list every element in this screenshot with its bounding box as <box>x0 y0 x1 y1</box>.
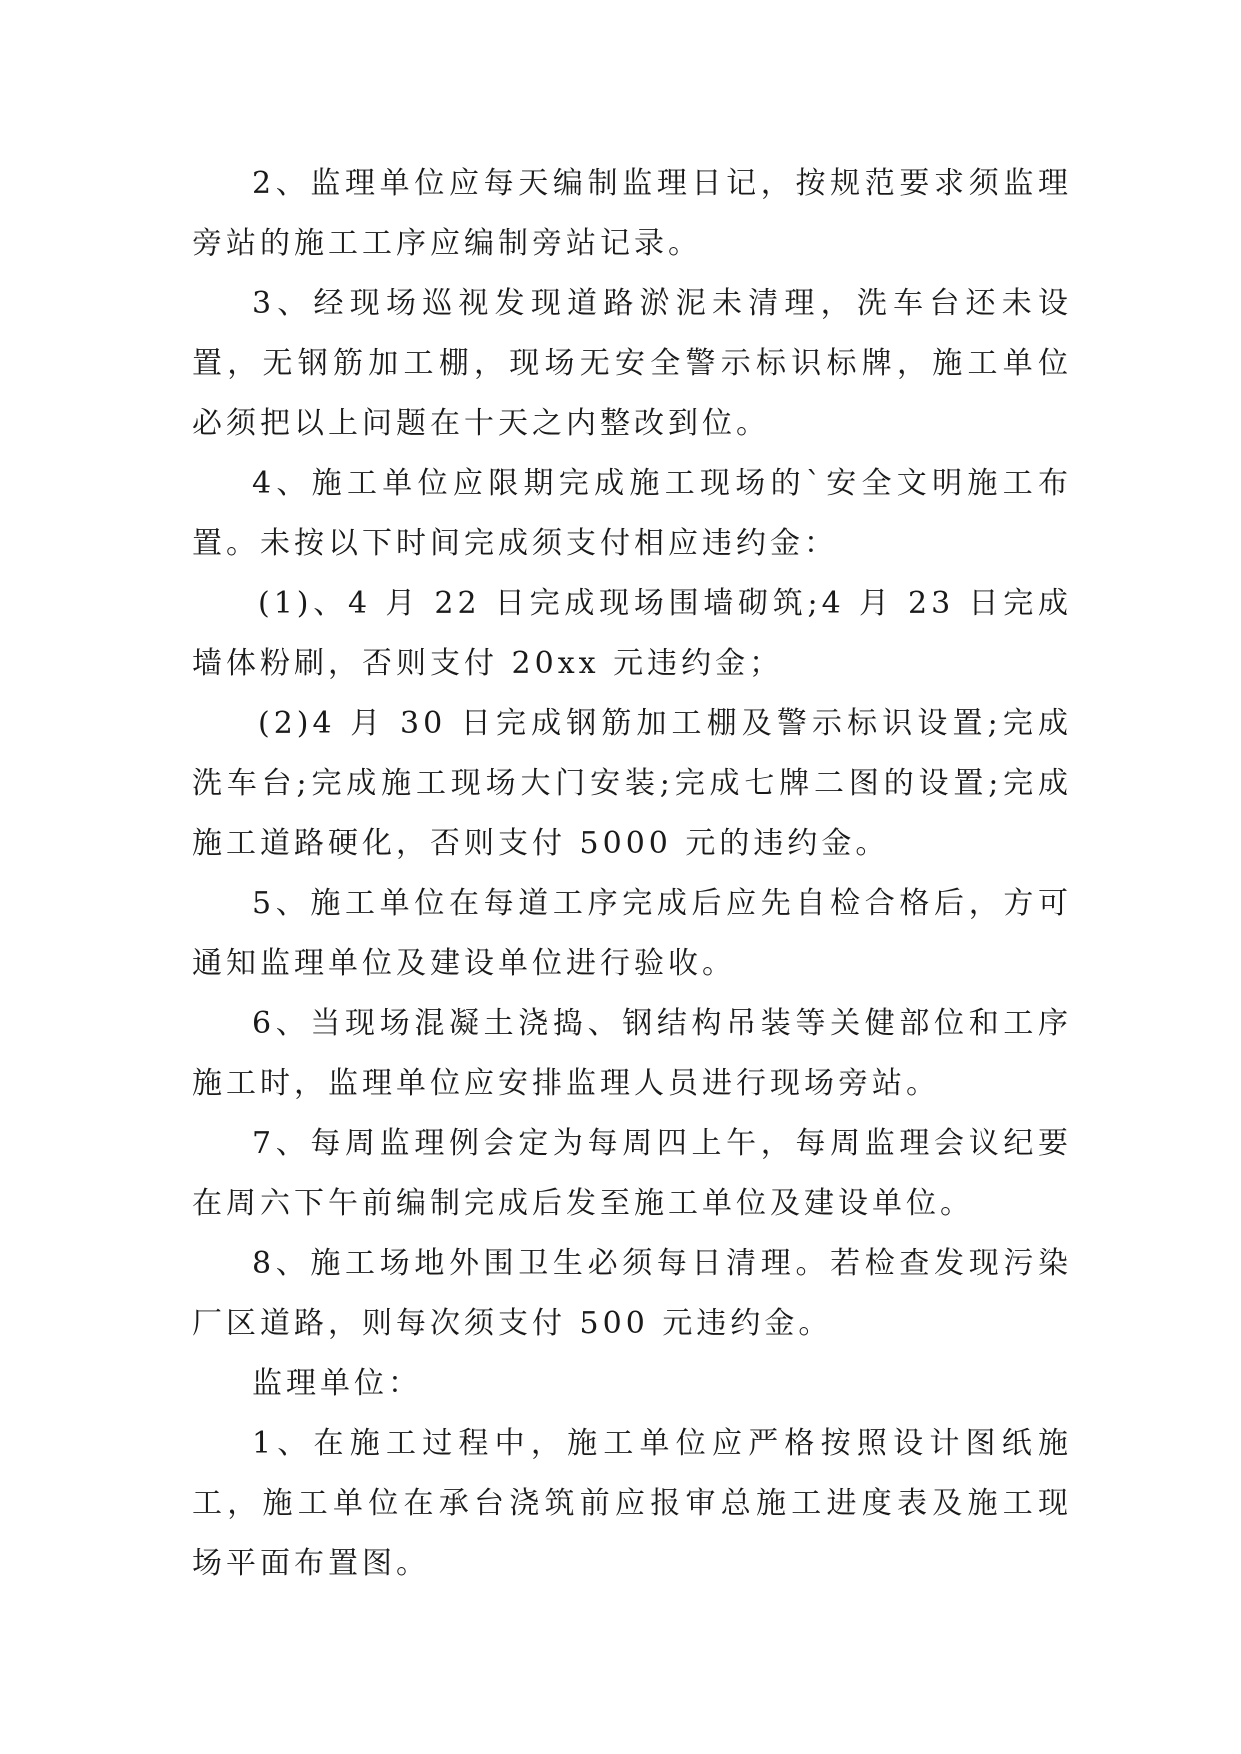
paragraph-subitem-1: (1)、4 月 22 日完成现场围墙砌筑;4 月 23 日完成墙体粉刷，否则支付 20xx 元违约金； <box>192 586 1072 681</box>
paragraph-item-4: 4、施工单位应限期完成施工现场的`安全文明施工布置。未按以下时间完成须支付相应违约金： <box>192 466 1072 561</box>
section-heading-supervision-unit: 监理单位： <box>252 1366 422 1401</box>
paragraph-item-6: 6、当现场混凝土浇捣、钢结构吊装等关健部位和工序施工时，监理单位应安排监理人员进行现场旁站。 <box>192 1006 1072 1101</box>
paragraph-item-3: 3、经现场巡视发现道路淤泥未清理，洗车台还未设置，无钢筋加工棚，现场无安全警示标识标牌，施工单位必须把以上问题在十天之内整改到位。 <box>192 286 1072 441</box>
paragraph-subitem-2: (2)4 月 30 日完成钢筋加工棚及警示标识设置;完成洗车台;完成施工现场大门安装;完成七牌二图的设置;完成施工道路硬化，否则支付 5000 元的违约金。 <box>192 706 1072 861</box>
paragraph-item-5: 5、施工单位在每道工序完成后应先自检合格后，方可通知监理单位及建设单位进行验收。 <box>192 886 1072 981</box>
paragraph-supervision-item-1: 1、在施工过程中，施工单位应严格按照设计图纸施工，施工单位在承台浇筑前应报审总施工进度表及施工现场平面布置图。 <box>192 1426 1072 1581</box>
paragraph-item-8: 8、施工场地外围卫生必须每日清理。若检查发现污染厂区道路，则每次须支付 500 元违约金。 <box>192 1246 1072 1341</box>
document-body <box>192 154 1072 1594</box>
paragraph-item-2: 2、监理单位应每天编制监理日记，按规范要求须监理旁站的施工工序应编制旁站记录。 <box>192 166 1072 261</box>
paragraph-item-7: 7、每周监理例会定为每周四上午，每周监理会议纪要在周六下午前编制完成后发至施工单位及建设单位。 <box>192 1126 1072 1221</box>
